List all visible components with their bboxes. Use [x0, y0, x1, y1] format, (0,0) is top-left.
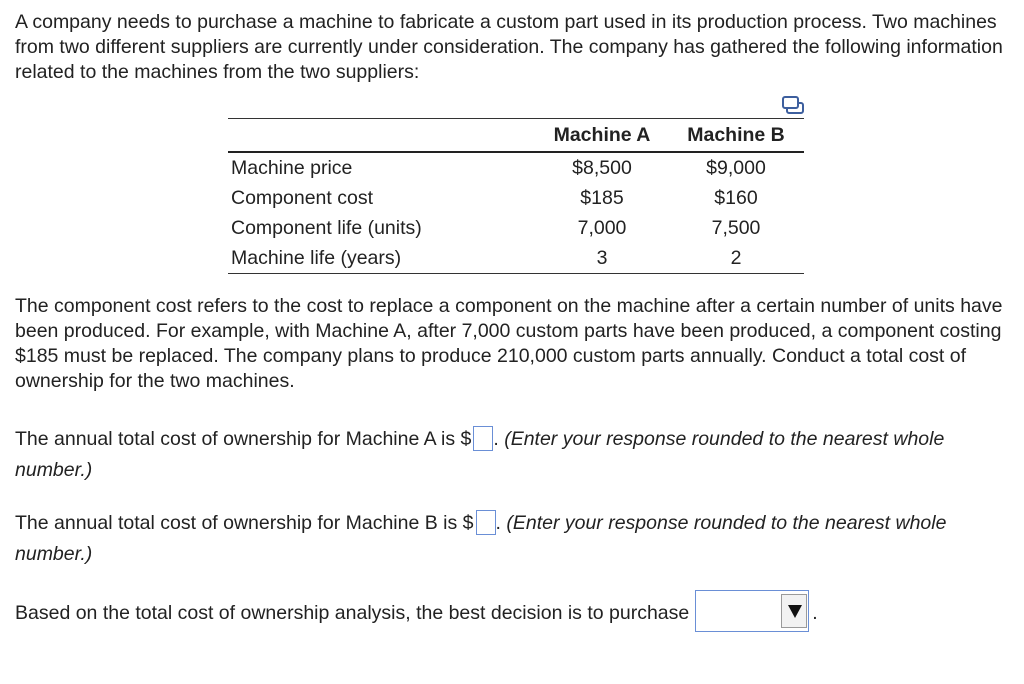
decision-suffix: . — [812, 602, 818, 625]
row-label: Machine life (years) — [231, 246, 402, 269]
question-machine-b — [15, 508, 1005, 570]
question-a-prefix: The annual total cost of ownership for Machine A is $ — [15, 428, 472, 450]
rounding-hint: (Enter your response rounded to the nearest whole number.) — [15, 428, 945, 481]
dropdown-button[interactable] — [781, 594, 807, 628]
question-b-prefix: The annual total cost of ownership for Machine B is $ — [15, 512, 474, 534]
table-row — [228, 213, 804, 243]
decision-dropdown[interactable] — [695, 590, 809, 632]
machine-data-table — [228, 118, 804, 274]
question-a-suffix: . — [493, 428, 499, 450]
machine-b-tco-input[interactable] — [476, 510, 496, 535]
machine-a-value: 7,000 — [577, 216, 627, 239]
table-row — [228, 152, 804, 183]
machine-b-value: $9,000 — [706, 156, 766, 179]
table-header-row — [228, 119, 804, 153]
problem-explanation: The component cost refers to the cost to replace a component on the machine after a certain number of units have been produced. For example, with Machine A, after 7,000 custom parts have been produced, a component costing $185 must be replaced. The company plans to produce 210,000 custom parts annually. Conduct a total cost of ownership for the two machines. — [15, 295, 1003, 392]
machine-b-value: $160 — [714, 186, 758, 209]
machine-a-tco-input[interactable] — [473, 426, 493, 451]
question-b-suffix: . — [495, 512, 501, 534]
table-row — [228, 183, 804, 213]
problem-intro: A company needs to purchase a machine to fabricate a custom part used in its production process. Two machines from two different suppliers are currently under consideration. The company has gathered the following information related to the machines from the two suppliers: — [15, 11, 1003, 83]
machine-a-value: 3 — [596, 246, 608, 269]
row-label: Machine price — [231, 156, 353, 179]
dropdown-arrow-icon — [788, 605, 802, 618]
machine-b-value: 7,500 — [711, 216, 761, 239]
header-machine-b: Machine B — [687, 123, 785, 146]
machine-b-value: 2 — [730, 246, 742, 269]
decision-prefix: Based on the total cost of ownership analysis, the best decision is to purchase — [15, 602, 690, 625]
machine-a-value: $185 — [580, 186, 624, 209]
header-machine-a: Machine A — [553, 123, 651, 146]
table-row — [228, 243, 804, 274]
rounding-hint: (Enter your response rounded to the nearest whole number.) — [15, 512, 947, 565]
copy-icon[interactable] — [782, 96, 804, 114]
question-machine-a — [15, 424, 1005, 486]
row-label: Component cost — [231, 186, 373, 209]
machine-a-value: $8,500 — [572, 156, 632, 179]
header-label-column — [228, 119, 536, 153]
decision-question — [15, 596, 818, 632]
row-label: Component life (units) — [231, 216, 422, 239]
